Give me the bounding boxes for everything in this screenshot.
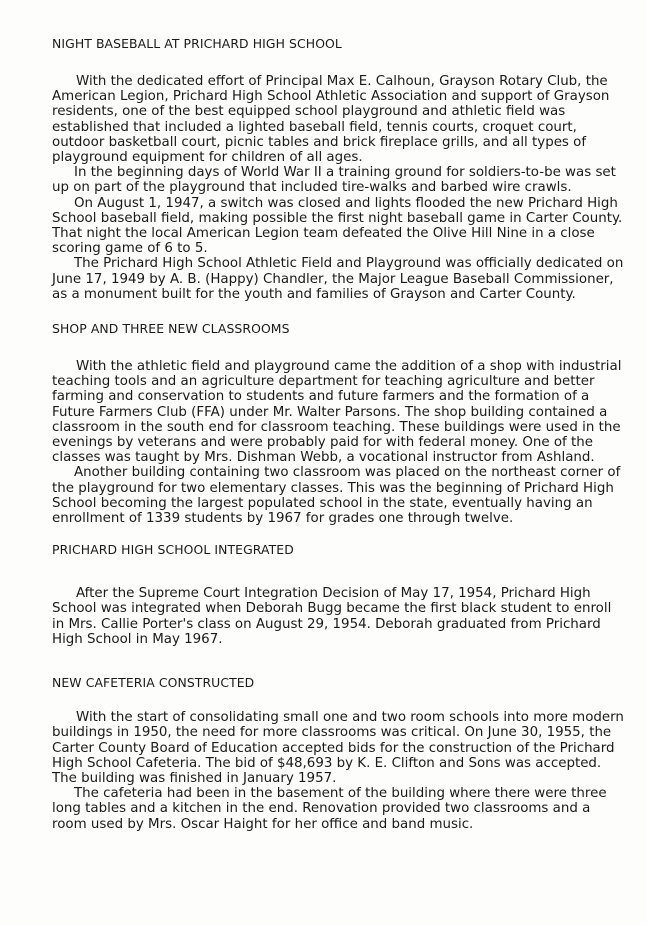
paragraph: On August 1, 1947, a switch was closed and lights flooded the new Prichard High School baseball field, making possible the first night baseball game in Carter County. That night the local American Legion team defeated the Olive Hill Nine in a close scoring game of 6 to 5. <box>52 195 623 257</box>
section-heading: NIGHT BASEBALL AT PRICHARD HIGH SCHOOL <box>52 36 342 51</box>
paragraph: With the athletic field and playground came the addition of a shop with industrial teaching tools and an agriculture department for teaching agriculture and better farming and conservation to students and future farmers and the formation of a Future Farmers Club (FFA) under Mr. Walter Parsons. The shop building contained a classroom in the south end for classroom teaching. These buildings were used in the evenings by veterans and were probably paid for with federal money. One of the classes was taught by Mrs. Dishman Webb, a vocational instructor from Ashland. <box>52 359 622 466</box>
paragraph: After the Supreme Court Integration Decision of May 17, 1954, Prichard High School was integrated when Deborah Bugg became the first black student to enroll in Mrs. Callie Porter's class on August 29, 1954. Deborah graduated from Prichard High School in May 1967. <box>52 586 612 647</box>
paragraph: With the dedicated effort of Principal Max E. Calhoun, Grayson Rotary Club, the American Legion, Prichard High School Athletic Association and support of Grayson residents, one of the best equipped school playground and athletic field was established that included a lighted baseball field, tennis courts, croquet court, outdoor basketball court, picnic tables and brick fireplace grills, and all types of playground equipment for children of all ages. <box>52 74 610 166</box>
paragraph: Another building containing two classroom was placed on the northeast corner of the playground for two elementary classes. This was the beginning of Prichard High School becoming the largest populated school in the state, eventually having an enrollment of 1339 students by 1967 for grades one through twelve. <box>52 465 621 527</box>
paragraph: The Prichard High School Athletic Field and Playground was officially dedicated on June 17, 1949 by A. B. (Happy) Chandler, the Major League Baseball Commissioner, as a monument built for the youth and families of Grayson and Carter County. <box>52 256 624 302</box>
section-integration <box>52 542 625 647</box>
section-heading: SHOP AND THREE NEW CLASSROOMS <box>52 321 290 337</box>
section-cafeteria <box>52 675 625 832</box>
paragraph: The cafeteria had been in the basement of the building where there were three long tables and a kitchen in the end. Renovation provided two classrooms and a room used by Mrs. Oscar Haight for her office and band music. <box>52 786 607 832</box>
paragraph: In the beginning days of World War II a training ground for soldiers-to-be was set up on part of the playground that included tire-walks and barbed wire crawls. <box>52 165 616 196</box>
section-night-baseball <box>52 36 625 302</box>
section-shop-classrooms <box>52 321 625 526</box>
paragraph: With the start of consolidating small one and two room schools into more modern buildings in 1950, the need for more classrooms was critical. On June 30, 1955, the Carter County Board of Education accepted bids for the construction of the Prichard High School Cafeteria. The bid of $48,693 by K. E. Clifton and Sons was accepted. The building was finished in January 1957. <box>52 710 624 786</box>
section-heading: NEW CAFETERIA CONSTRUCTED <box>52 675 255 691</box>
section-heading: PRICHARD HIGH SCHOOL INTEGRATED <box>52 542 294 558</box>
